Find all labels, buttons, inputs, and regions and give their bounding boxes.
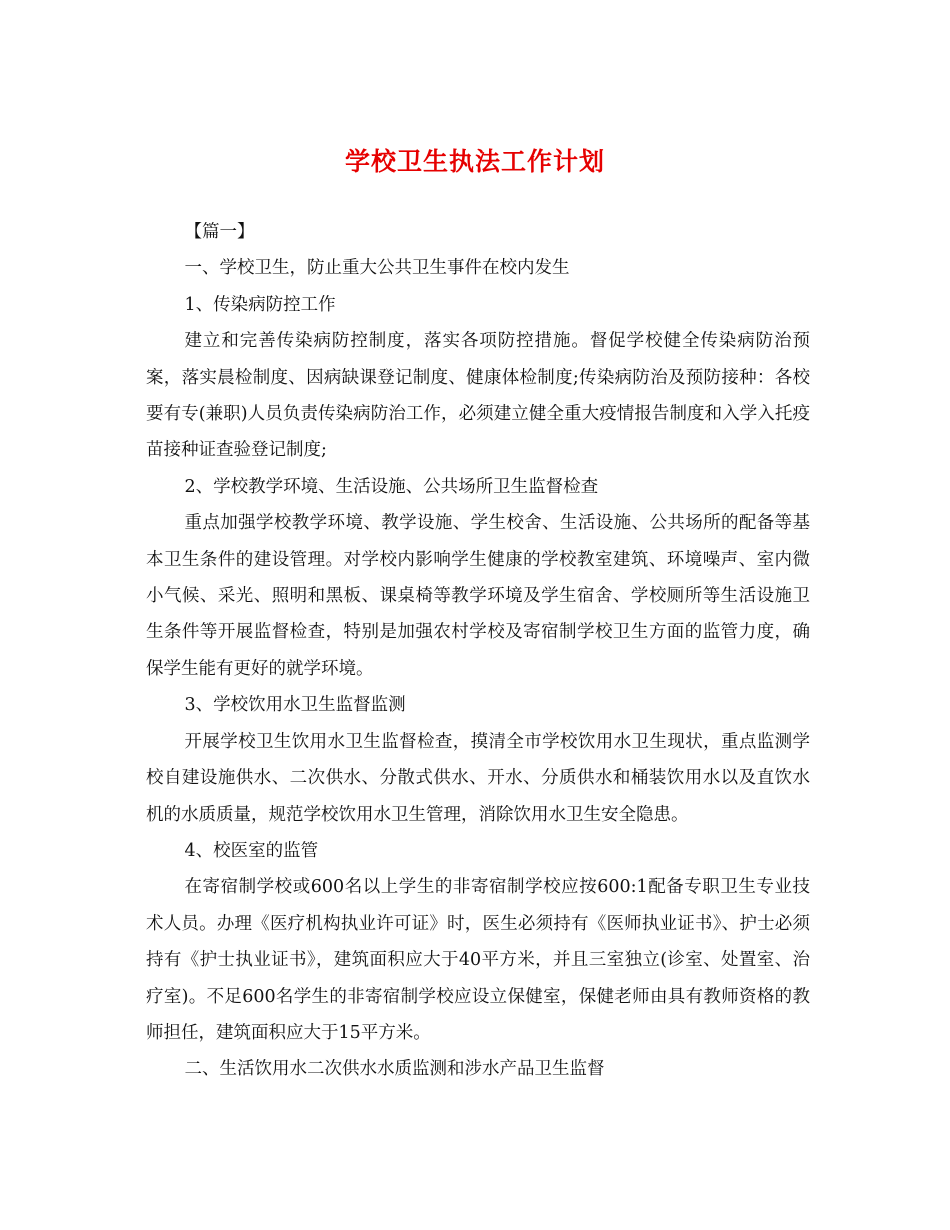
document-body <box>146 214 810 1088</box>
document-title: 学校卫生执法工作计划 <box>344 147 605 176</box>
subheading-1-1: 1、传染病防控工作 <box>184 294 336 315</box>
heading-2: 二、生活饮用水二次供水水质监测和涉水产品卫生监督 <box>184 1059 605 1080</box>
subheading-1-2: 2、学校教学环境、生活设施、公共场所卫生监督检查 <box>184 476 599 497</box>
subheading-1-4: 4、校医室的监管 <box>184 840 319 861</box>
paragraph-3: 开展学校卫生饮用水卫生监督检查，摸清全市学校饮用水卫生现状，重点监测学校自建设施供水、二次供水、分散式供水、开水、分质供水和桶装饮用水以及直饮水机的水质质量，规范学校饮用水卫生管理，消除饮用水卫生安全隐患。 <box>146 731 810 825</box>
paragraph-2: 重点加强学校教学环境、教学设施、学生校舍、生活设施、公共场所的配备等基本卫生条件的建设管理。对学校内影响学生健康的学校教室建筑、环境噪声、室内微小气候、采光、照明和黑板、课桌椅等教学环境及学生宿舍、学校厕所等生活设施卫生条件等开展监督检查，特别是加强农村学校及寄宿制学校卫生方面的监管力度，确保学生能有更好的就学环境。 <box>146 513 810 679</box>
paragraph-1: 建立和完善传染病防控制度，落实各项防控措施。督促学校健全传染病防治预案，落实晨检制度、因病缺课登记制度、健康体检制度;传染病防治及预防接种：各校要有专(兼职)人员负责传染病防治工作，必须建立健全重大疫情报告制度和入学入托疫苗接种证查验登记制度; <box>146 331 810 461</box>
section-tag: 【篇一】 <box>184 222 255 242</box>
paragraph-4: 在寄宿制学校或600名以上学生的非寄宿制学校应按600:1配备专职卫生专业技术人员。办理《医疗机构执业许可证》时，医生必须持有《医师执业证书》、护士必须持有《护士执业证书》，建筑面积应大于40平方米，并且三室独立(诊室、处置室、治疗室)。不足600名学生的非寄宿制学校应设立保健室，保健老师由具有教师资格的教师担任，建筑面积应大于15平方米。 <box>146 877 810 1043</box>
subheading-1-3: 3、学校饮用水卫生监督监测 <box>184 695 406 716</box>
heading-1: 一、学校卫生，防止重大公共卫生事件在校内发生 <box>184 258 570 279</box>
